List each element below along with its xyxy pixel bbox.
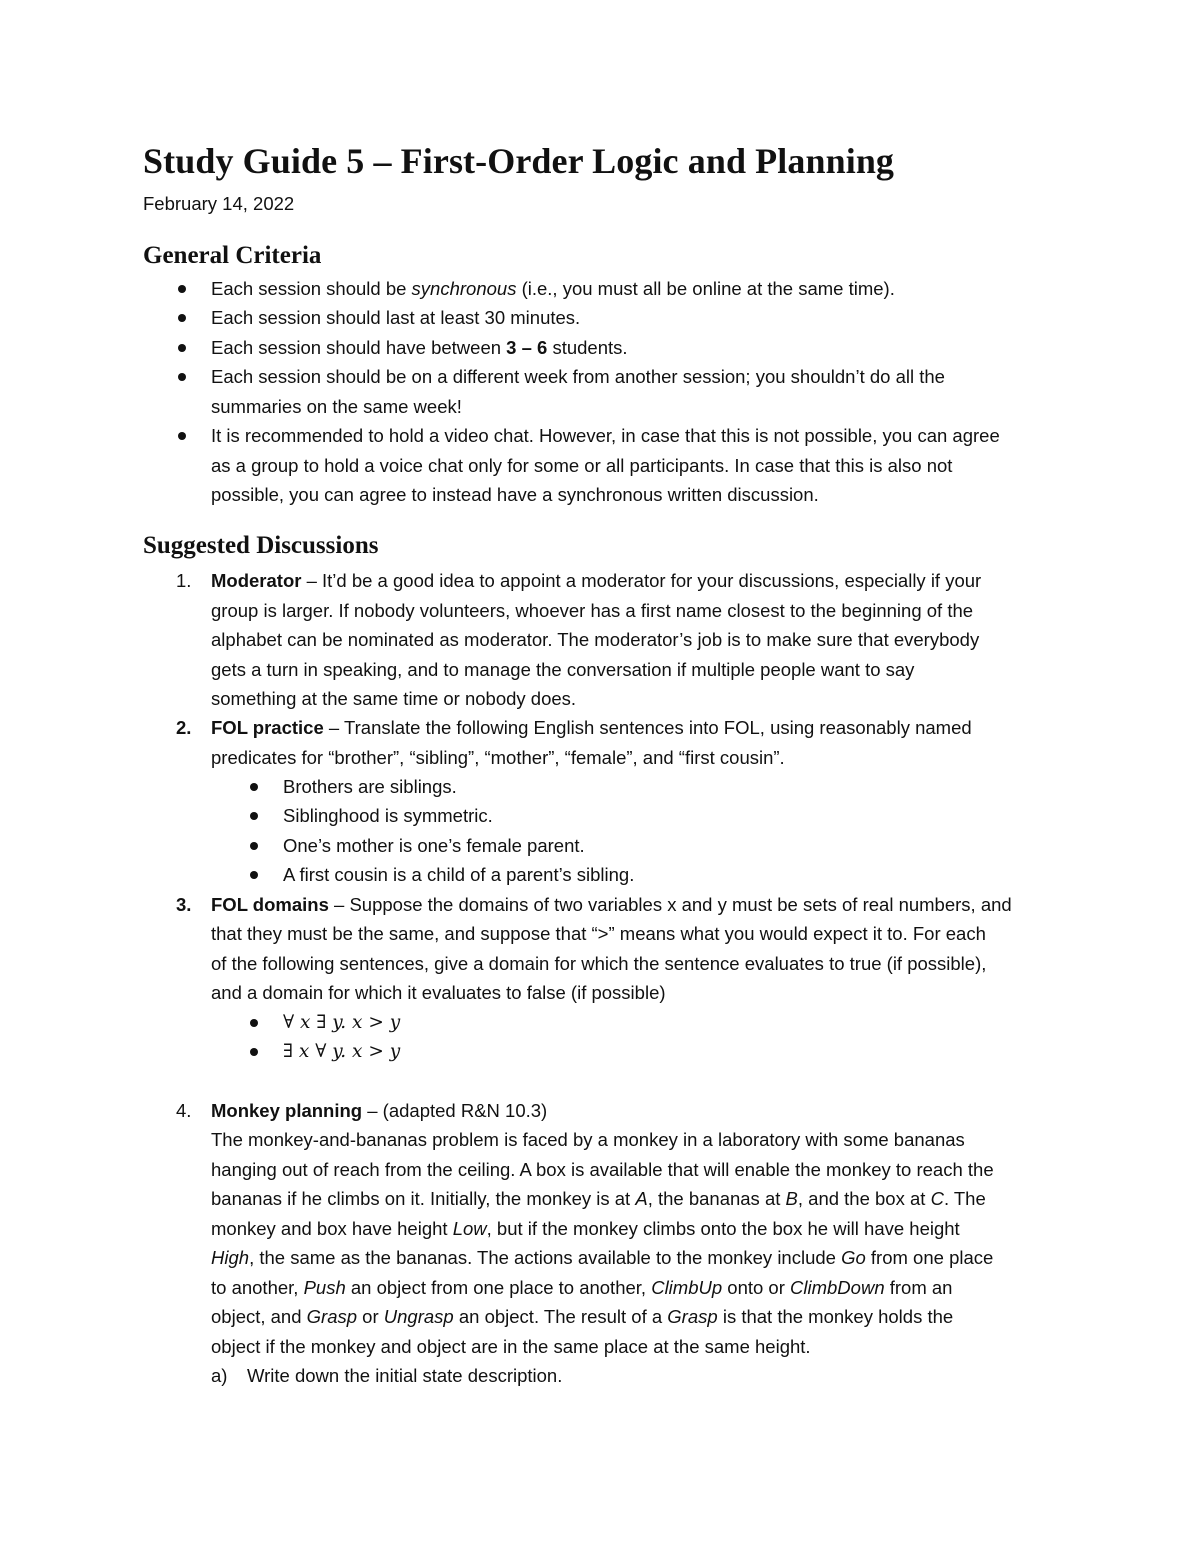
moderator-item-continuation: group is larger. If nobody volunteers, whoever has a first name closest to the beginning of the bbox=[211, 600, 974, 621]
bullet-icon bbox=[250, 871, 258, 879]
item-number: 4. bbox=[176, 1100, 192, 1121]
fol-domains-item-continuation: that they must be the same, and suppose that “>” means what you would expect it to. For each bbox=[211, 923, 986, 944]
fol-domains-item: FOL domains – Suppose the domains of two variables x and y must be sets of real numbers, and bbox=[211, 894, 1012, 915]
bullet-icon bbox=[178, 373, 186, 381]
list-item: Each session should have between 3 – 6 students. bbox=[211, 337, 628, 358]
moderator-item-continuation: gets a turn in speaking, and to manage the conversation if multiple people want to say bbox=[211, 659, 915, 680]
fol-practice-item-continuation: predicates for “brother”, “sibling”, “mother”, “female”, and “first cousin”. bbox=[211, 747, 785, 768]
formula: ∀ x ∃ y. x > y bbox=[283, 1012, 401, 1033]
paragraph-line: hanging out of reach from the ceiling. A box is available that will enable the monkey to reach the bbox=[211, 1159, 994, 1180]
bullet-icon bbox=[250, 842, 258, 850]
sub-list-item: One’s mother is one’s female parent. bbox=[283, 835, 585, 856]
paragraph-line: The monkey-and-bananas problem is faced by a monkey in a laboratory with some bananas bbox=[211, 1129, 965, 1150]
paragraph-line: High, the same as the bananas. The actions available to the monkey include Go from one place bbox=[211, 1247, 994, 1268]
document-date: February 14, 2022 bbox=[143, 193, 295, 214]
list-item: Each session should last at least 30 minutes. bbox=[211, 307, 581, 328]
moderator-item-continuation: alphabet can be nominated as moderator. The moderator’s job is to make sure that everybody bbox=[211, 629, 980, 650]
list-item: Each session should be on a different week from another session; you shouldn’t do all the bbox=[211, 366, 945, 387]
item-number: 3. bbox=[176, 894, 192, 915]
bullet-icon bbox=[250, 1019, 258, 1027]
sub-list-item: Brothers are siblings. bbox=[283, 776, 457, 797]
item-number: 2. bbox=[176, 717, 192, 738]
fol-domains-item-continuation: and a domain for which it evaluates to false (if possible) bbox=[211, 982, 666, 1003]
bullet-icon bbox=[178, 344, 186, 352]
paragraph-line: bananas if he climbs on it. Initially, the monkey is at A, the bananas at B, and the box at C. The bbox=[211, 1188, 986, 1209]
bullet-icon bbox=[178, 314, 186, 322]
sub-item-label: a) bbox=[211, 1365, 228, 1386]
list-item-continuation: as a group to hold a voice chat only for some or all participants. In case that this is also not bbox=[211, 455, 953, 476]
bullet-icon bbox=[178, 285, 186, 293]
bullet-icon bbox=[178, 432, 186, 440]
sub-list-item: A first cousin is a child of a parent’s sibling. bbox=[283, 864, 635, 885]
bullet-icon bbox=[250, 1048, 258, 1056]
bullet-icon bbox=[250, 783, 258, 791]
moderator-item-continuation: something at the same time or nobody does. bbox=[211, 688, 577, 709]
list-item-continuation: possible, you can agree to instead have a synchronous written discussion. bbox=[211, 484, 819, 505]
paragraph-line: object, and Grasp or Ungrasp an object. The result of a Grasp is that the monkey holds the bbox=[211, 1306, 954, 1327]
fol-domains-item-continuation: of the following sentences, give a domain for which the sentence evaluates to true (if possible), bbox=[211, 953, 987, 974]
paragraph-line: object if the monkey and object are in the same place at the same height. bbox=[211, 1336, 811, 1357]
general-criteria-heading: General Criteria bbox=[143, 242, 322, 269]
page-title: Study Guide 5 – First-Order Logic and Planning bbox=[143, 141, 895, 181]
list-item: It is recommended to hold a video chat. However, in case that this is not possible, you can agree bbox=[211, 425, 1000, 446]
item-number: 1. bbox=[176, 570, 192, 591]
fol-practice-item: FOL practice – Translate the following English sentences into FOL, using reasonably named bbox=[211, 717, 972, 738]
list-item-continuation: summaries on the same week! bbox=[211, 396, 462, 417]
paragraph-line: to another, Push an object from one place to another, ClimbUp onto or ClimbDown from an bbox=[211, 1277, 953, 1298]
formula: ∃ x ∀ y. x > y bbox=[283, 1041, 401, 1062]
bullet-icon bbox=[250, 812, 258, 820]
suggested-discussions-heading: Suggested Discussions bbox=[143, 532, 379, 559]
moderator-item: Moderator – It’d be a good idea to appoint a moderator for your discussions, especially if your bbox=[211, 570, 982, 591]
sub-item: Write down the initial state description. bbox=[247, 1365, 563, 1386]
monkey-planning-item: Monkey planning – (adapted R&N 10.3) bbox=[211, 1100, 548, 1121]
paragraph-line: monkey and box have height Low, but if the monkey climbs onto the box he will have height bbox=[211, 1218, 960, 1239]
sub-list-item: Siblinghood is symmetric. bbox=[283, 805, 493, 826]
list-item: Each session should be synchronous (i.e., you must all be online at the same time). bbox=[211, 278, 895, 299]
